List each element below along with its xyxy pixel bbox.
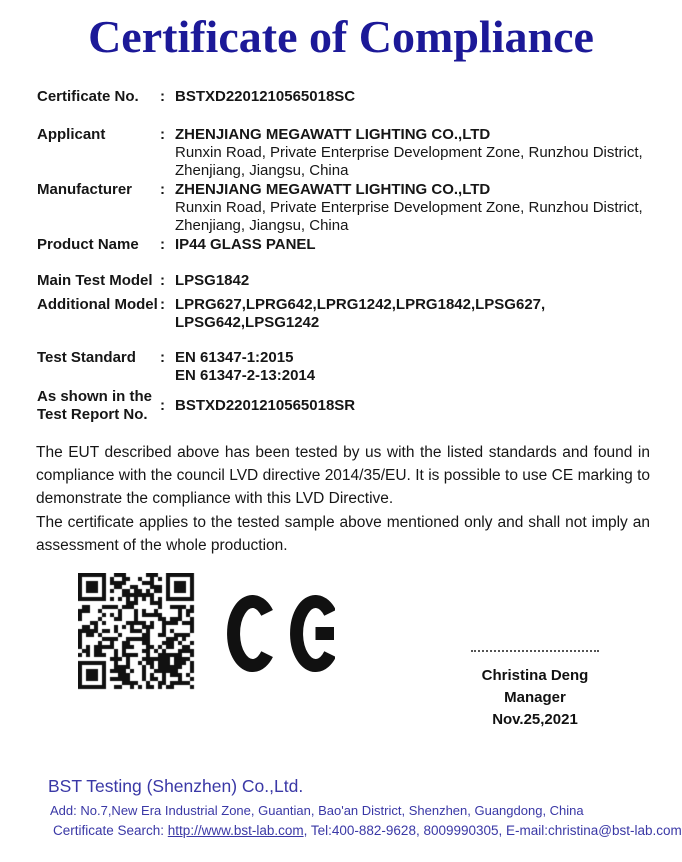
field-label: Additional Model [37,296,158,313]
signature-block [440,650,630,731]
field-value: EN 61347-1:2015 EN 61347-2-13:2014 [175,349,316,384]
field-value: BSTXD2201210565018SR [175,397,356,414]
qr-code [78,573,195,690]
field-label: Certificate No. [37,88,139,105]
field-label: As shown in the Test Report No. [37,388,153,423]
field-label: Product Name [37,236,139,253]
lab-address: Add: No.7,New Era Industrial Zone, Guantian, Bao'an District, Shenzhen, Guangdong, China [50,803,584,818]
field-row [37,236,649,254]
page-title: Certificate of Compliance [88,11,594,62]
statement-paragraph: The EUT described above has been tested by us with the listed standards and found in compliance with the council LVD directive 2014/35/EU. It is possible to use CE marking to demonstrate the compliance with this LVD Directive. [36,444,650,508]
field-row [37,126,649,180]
certificate-fields [37,88,649,424]
field-label: Main Test Model [37,272,153,289]
signatory-role: Manager [504,689,566,706]
field-label: Test Standard [37,349,136,366]
signatory-name: Christina Deng [481,667,589,684]
field-colon: : [160,126,165,143]
field-row [37,296,649,332]
signature-dotted-line [471,650,599,652]
ce-letter-c [234,602,268,666]
ce-marking-logo [227,595,335,672]
lab-company-name: BST Testing (Shenzhen) Co.,Ltd. [48,776,304,796]
field-value: ZHENJIANG MEGAWATT LIGHTING CO.,LTD Runxin Road, Private Enterprise Development Zone, Runzhou District, Zhenjiang, Jiangsu, China [175,181,643,234]
statement-paragraph: The certificate applies to the tested sample above mentioned only and shall not imply an assessment of the whole production. [36,513,650,554]
field-value: IP44 GLASS PANEL [175,236,316,253]
field-row [37,181,649,235]
signature-date: Nov.25,2021 [492,711,578,728]
field-row [37,272,649,290]
field-colon: : [160,296,165,313]
field-colon: : [160,349,165,366]
field-label: Applicant [37,126,106,143]
field-value: LPSG1842 [175,272,250,289]
field-colon: : [160,397,165,414]
field-row [37,88,649,106]
field-value: ZHENJIANG MEGAWATT LIGHTING CO.,LTD Runxin Road, Private Enterprise Development Zone, Runzhou District, Zhenjiang, Jiangsu, China [175,126,643,179]
certificate-search-line [53,823,682,838]
contact-info: , Tel:400-882-9628, 8009990305, E-mail:christina@bst-lab.com [303,823,682,838]
certificate-search-label: Certificate Search: [53,823,168,838]
field-value: LPRG627,LPRG642,LPRG1242,LPRG1842,LPSG627, LPSG642,LPSG1242 [175,296,546,331]
certificate-search-link[interactable]: http://www.bst-lab.com [167,823,304,838]
field-colon: : [160,88,165,105]
field-value: BSTXD2201210565018SC [175,88,356,105]
field-label: Manufacturer [37,181,133,198]
field-row [37,349,649,385]
field-colon: : [160,181,165,198]
field-colon: : [160,272,165,289]
field-colon: : [160,236,165,253]
field-row [37,388,649,424]
compliance-statement [36,441,650,557]
